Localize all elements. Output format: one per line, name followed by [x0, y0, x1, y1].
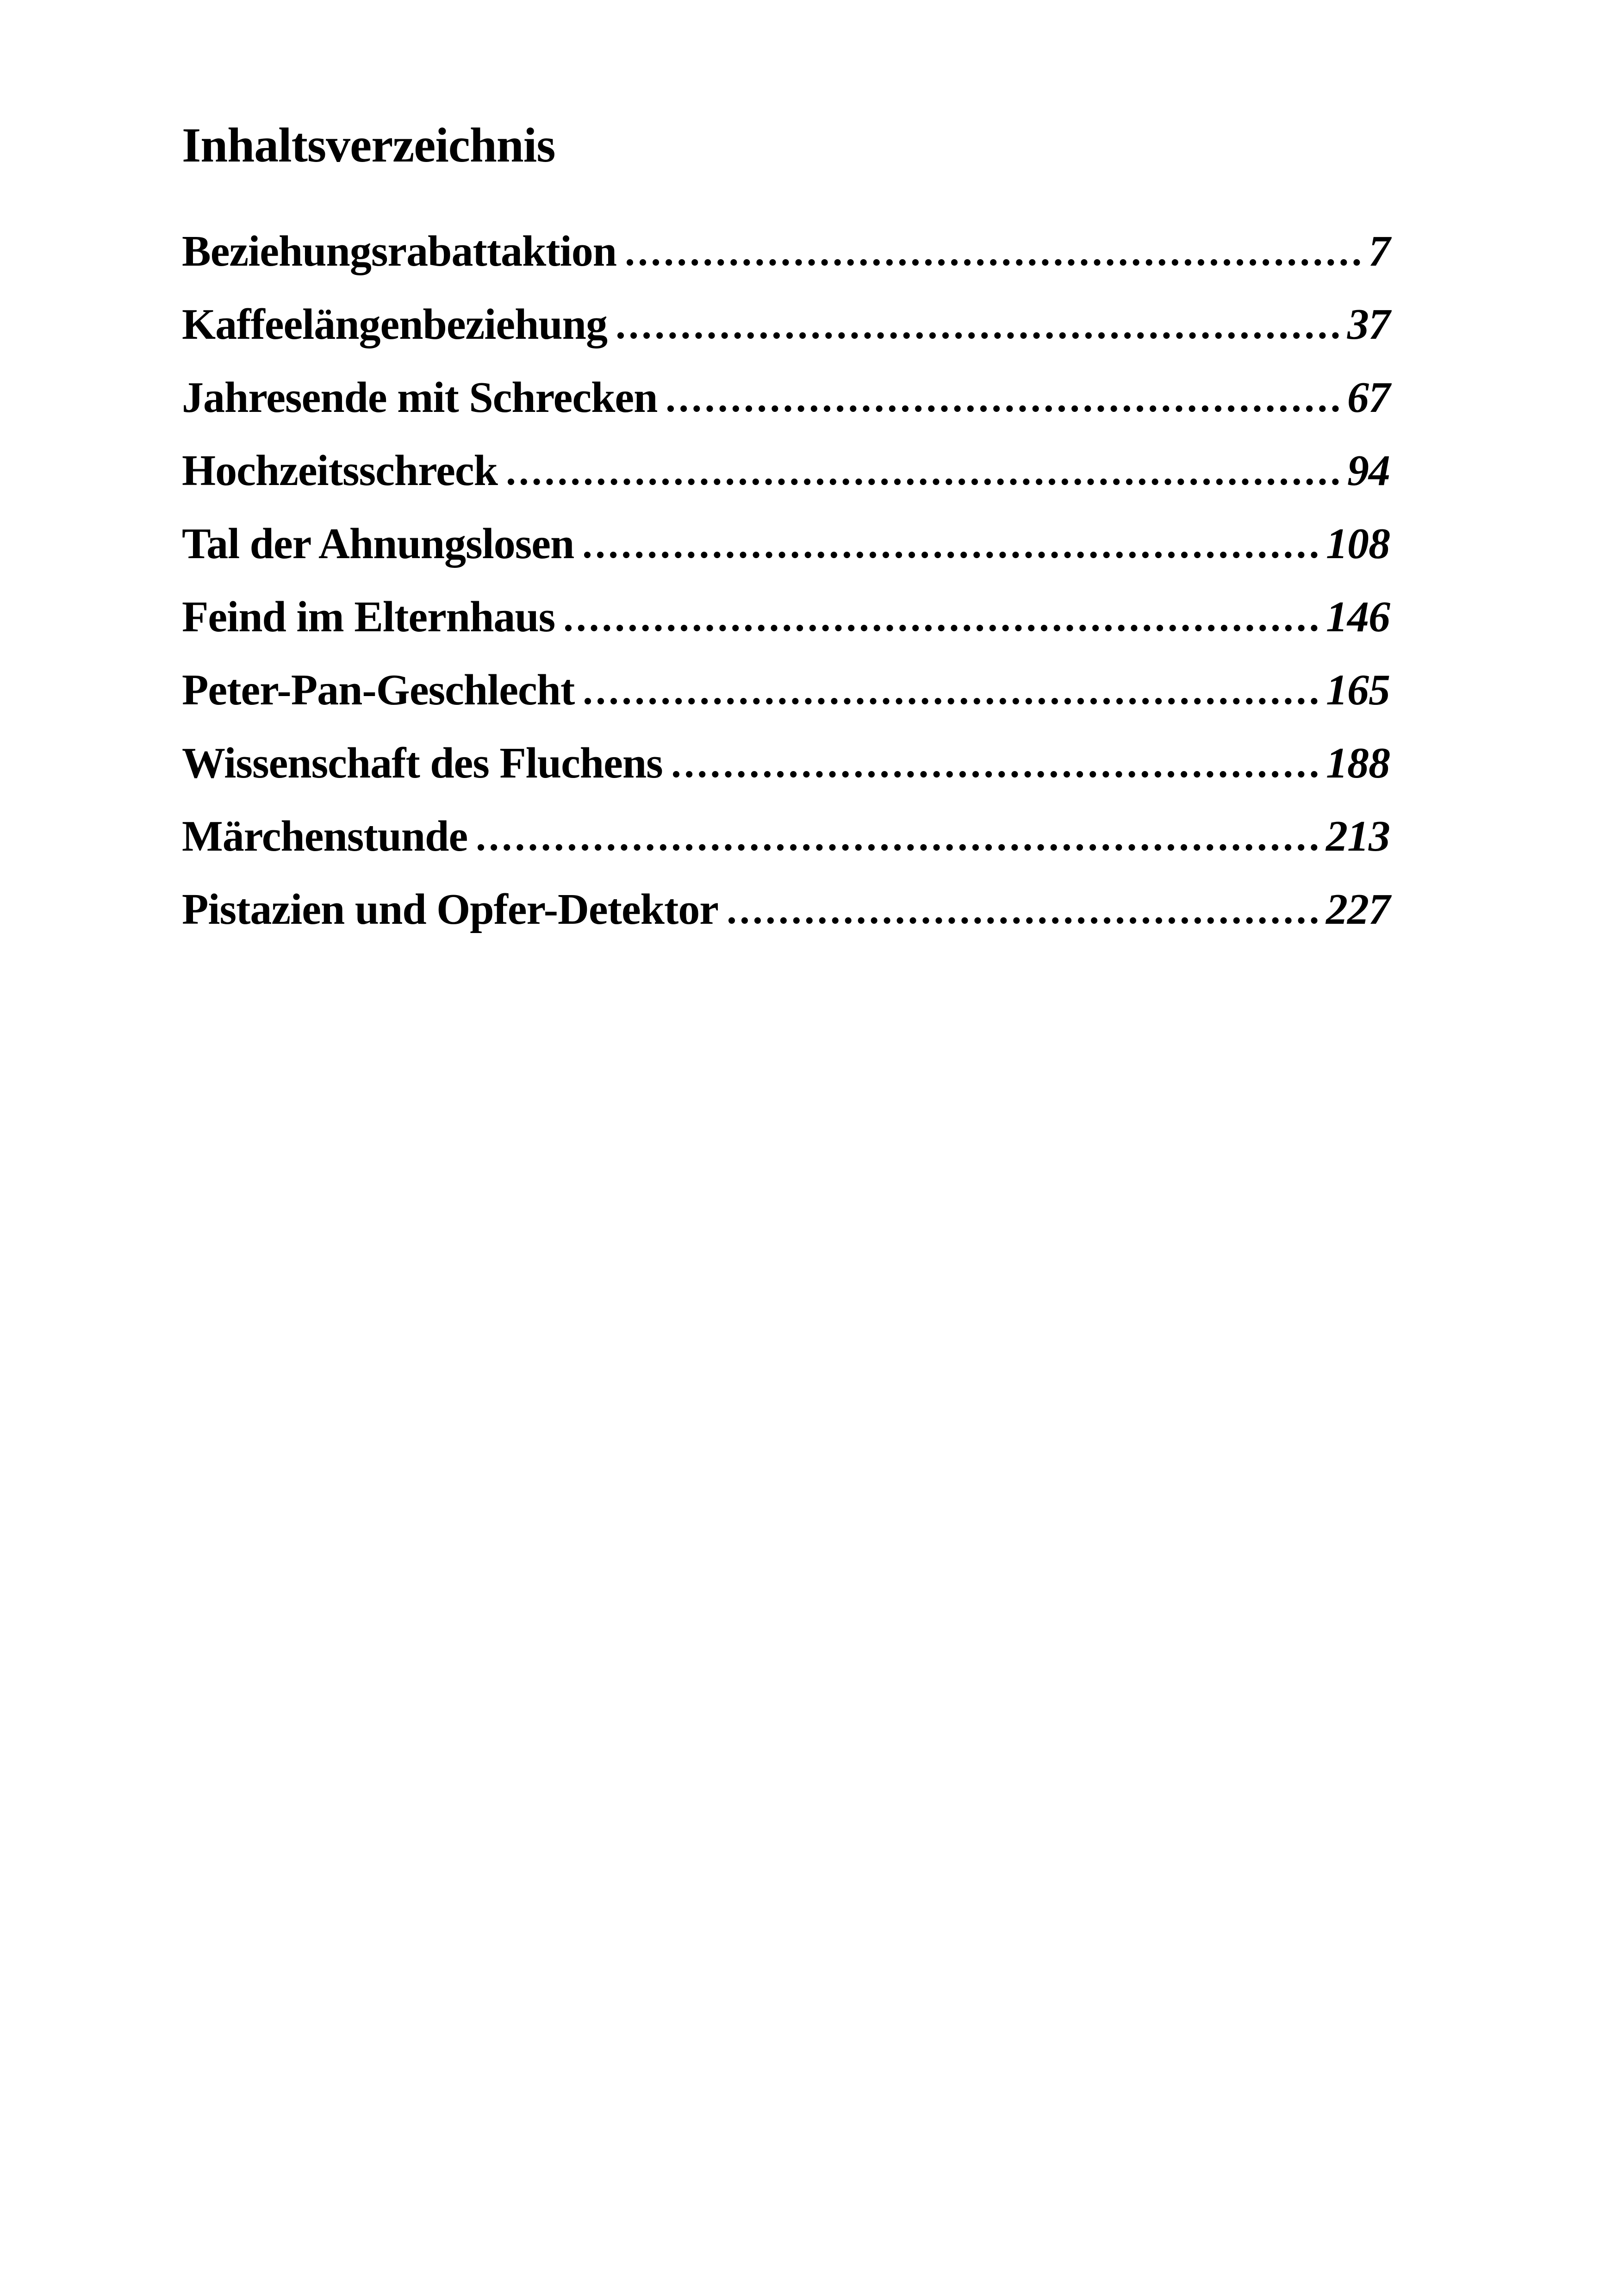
toc-entry-page-number: 188 — [1326, 739, 1390, 787]
toc-entry-page-number: 213 — [1326, 812, 1390, 860]
dot-leader — [667, 405, 1339, 412]
toc-entry — [182, 446, 1390, 519]
toc-entry — [182, 884, 1390, 958]
toc-entry-title: Hochzeitsschreck — [182, 446, 498, 495]
toc-entry-title: Jahresende mit Schrecken — [182, 373, 658, 422]
dot-leader — [728, 917, 1318, 924]
dot-leader — [565, 625, 1318, 631]
toc-entry-page-number: 227 — [1326, 885, 1390, 933]
dot-leader — [478, 844, 1318, 851]
toc-entry — [182, 811, 1390, 884]
dot-leader — [584, 552, 1318, 558]
toc-entry-page-number: 37 — [1347, 300, 1390, 348]
toc-entry-page-number: 108 — [1326, 519, 1390, 568]
dot-leader — [673, 771, 1318, 778]
toc-entry-page-number: 94 — [1347, 446, 1390, 495]
toc-entry — [182, 592, 1390, 665]
dot-leader — [627, 259, 1360, 266]
toc-entry-title: Feind im Elternhaus — [182, 592, 555, 641]
toc-entry-page-number: 165 — [1326, 666, 1390, 714]
page-title: Inhaltsverzeichnis — [182, 118, 555, 172]
toc-entry-title: Märchenstunde — [182, 812, 468, 860]
toc-list — [182, 226, 1390, 958]
toc-entry-page-number: 146 — [1326, 592, 1390, 641]
toc-entry-page-number: 67 — [1347, 373, 1390, 422]
toc-entry-title: Tal der Ahnungslosen — [182, 519, 574, 568]
toc-entry-title: Pistazien und Opfer-Detektor — [182, 885, 718, 933]
toc-entry — [182, 738, 1390, 811]
toc-entry — [182, 519, 1390, 592]
toc-entry — [182, 226, 1390, 299]
dot-leader — [585, 698, 1318, 704]
toc-entry — [182, 299, 1390, 373]
dot-leader — [617, 332, 1339, 339]
toc-entry-title: Peter-Pan-Geschlecht — [182, 666, 575, 714]
toc-entry-title: Beziehungsrabattaktion — [182, 227, 616, 275]
book-page — [182, 115, 1390, 958]
toc-entry — [182, 373, 1390, 446]
toc-entry — [182, 665, 1390, 738]
toc-entry-page-number: 7 — [1369, 227, 1390, 275]
toc-entry-title: Kaffeelängenbeziehung — [182, 300, 607, 348]
dot-leader — [508, 479, 1339, 485]
toc-entry-title: Wissenschaft des Fluchens — [182, 739, 663, 787]
